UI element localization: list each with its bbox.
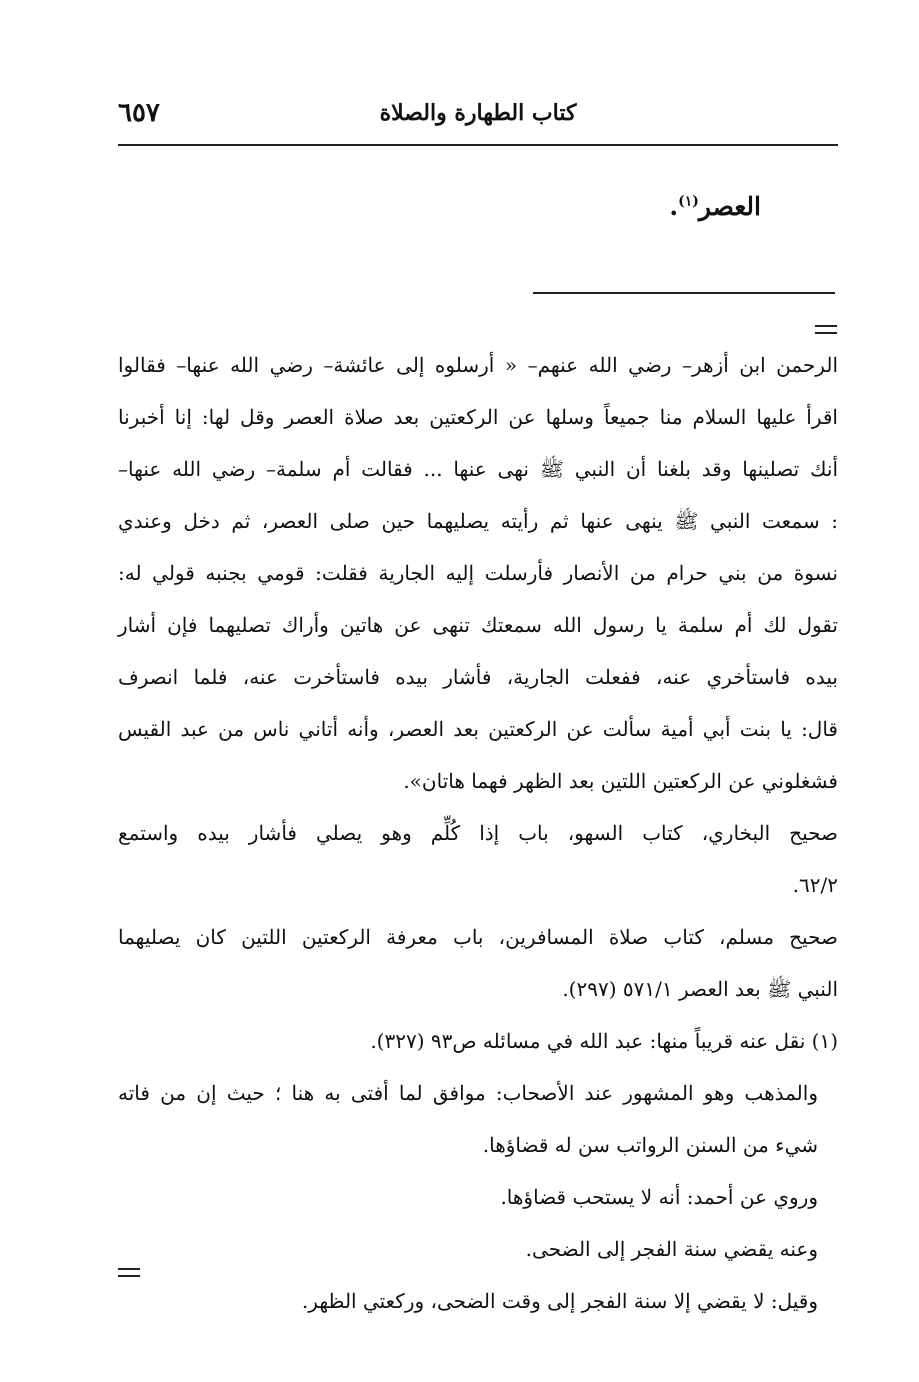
running-title: كتاب الطهارة والصلاة [379,100,577,126]
main-text-word: العصر [698,192,761,221]
footnote-line: نسوة من بني حرام من الأنصار فأرسلت إليه الجارية فقلت: قومي بجنبه قولي له: [118,561,838,585]
footnote-line: ٦٢/٢. [792,873,838,897]
footnote-line: الرحمن ابن أزهر– رضي الله عنهم– « أرسلوه إلى عائشة– رضي الله عنها– فقالوا [118,353,838,377]
footnote-separator [533,292,835,294]
page-number: ٦٥٧ [118,98,160,128]
footnote-line: صحيح البخاري، كتاب السهو، باب إذا كُلِّم وهو يصلي فأشار بيده واستمع [118,821,839,845]
footnote-line: اقرأ عليها السلام منا جميعاً وسلها عن الركعتين بعد صلاة العصر وقل لها: إنا أخبرنا [118,405,838,429]
main-text-period: . [669,192,679,221]
continuation-mark-bottom [118,1268,140,1278]
footnote-line: أنك تصلينها وقد بلغنا أن النبي ﷺ نهى عنها ... فقالت أم سلمة– رضي الله عنها– [118,457,838,481]
footnote-line: قال: يا بنت أبي أمية سألت عن الركعتين بعد العصر، وأنه أتاني ناس من عبد القيس [118,717,838,741]
footnote-line: فشغلوني عن الركعتين اللتين بعد الظهر فهما هاتان». [403,769,838,793]
footnote-line: وقيل: لا يقضي إلا سنة الفجر إلى وقت الضحى، وركعتي الظهر. [301,1289,818,1313]
footnote-line: صحيح مسلم، كتاب صلاة المسافرين، باب معرفة الركعتين اللتين كان يصليهما [118,925,838,949]
footnote-line: شيء من السنن الرواتب سن له قضاؤها. [482,1133,818,1157]
footnote-line: وروي عن أحمد: أنه لا يستحب قضاؤها. [500,1185,818,1209]
header-rule [118,144,838,146]
footnote-line: النبي ﷺ بعد العصر ٥٧١/١ (٢٩٧). [562,977,838,1001]
footnote-line: بيده فاستأخري عنه، ففعلت الجارية، فأشار بيده فاستأخرت عنه، فلما انصرف [118,665,838,689]
main-text [669,192,761,221]
footnote-line: والمذهب وهو المشهور عند الأصحاب: موافق لما أفتى به هنا ؛ حيث إن من فاته [118,1081,818,1105]
page-header [118,98,838,140]
footnote-line: : سمعت النبي ﷺ ينهى عنها ثم رأيته يصليهما حين صلى العصر، ثم دخل وعندي [118,509,838,533]
footnote-line: تقول لك أم سلمة يا رسول الله سمعتك تنهى عن هاتين وأراك تصليهما فإن أشار [118,613,838,637]
footnote-line: (١) نقل عنه قريباً منها: عبد الله في مسائله ص٩٣ (٣٢٧). [370,1029,838,1053]
footnote-reference: (١) [678,193,699,210]
footnote-line: وعنه يقضي سنة الفجر إلى الضحى. [525,1237,818,1261]
continuation-mark-top [815,325,837,335]
